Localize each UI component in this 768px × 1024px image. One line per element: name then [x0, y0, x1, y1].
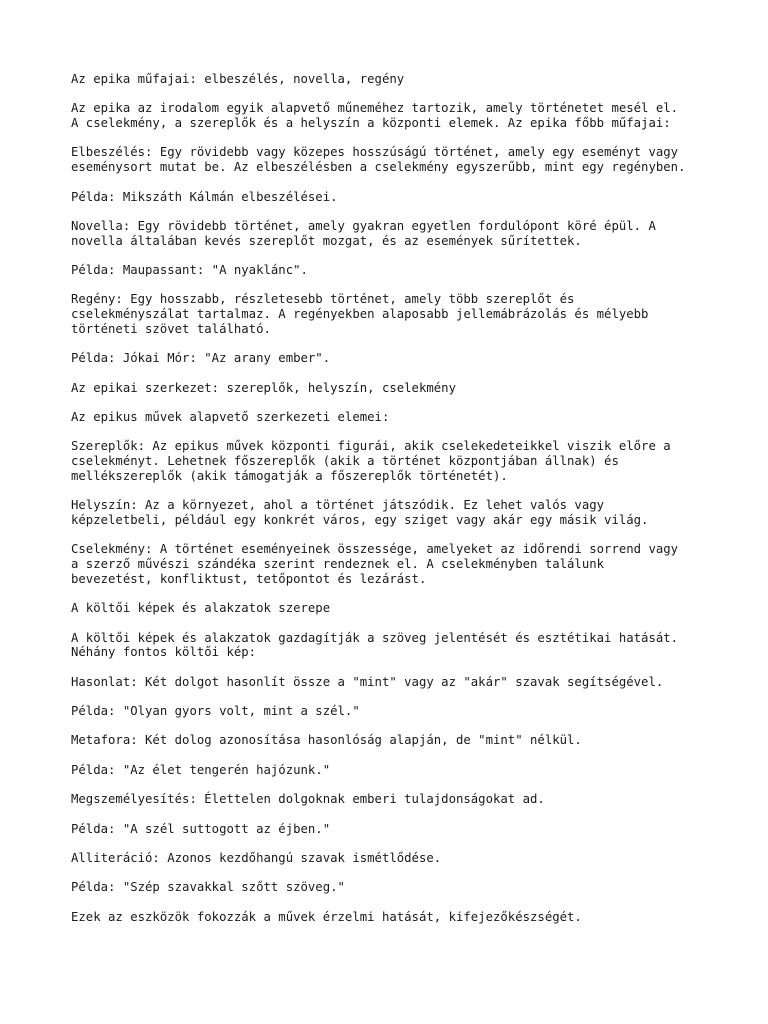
example-line: Példa: "Szép szavakkal szőtt szöveg."	[71, 880, 345, 895]
paragraph: A költői képek és alakzatok gazdagítják a szöveg jelentését és esztétikai hatását. Néhány fontos költői kép:	[71, 630, 679, 660]
section-heading: Az epikai szerkezet: szereplők, helyszín, cselekmény	[71, 380, 456, 395]
section-heading: A költői képek és alakzatok szerepe	[71, 601, 331, 616]
example-line: Példa: "A szél suttogott az éjben."	[71, 821, 331, 836]
document-page	[71, 72, 711, 939]
paragraph: Cselekmény: A történet eseményeinek összessége, amelyeket az időrendi sorrend vagy a szerző művészi szándéka szerint rendeznek el. A cselekményben találunk bevezetést, konfliktust, tetőpontot és lezárást.	[71, 542, 679, 586]
example-line: Példa: Mikszáth Kálmán elbeszélései.	[71, 189, 338, 204]
example-line: Példa: Maupassant: "A nyaklánc".	[71, 263, 308, 278]
paragraph: Elbeszélés: Egy rövidebb vagy közepes hosszúságú történet, amely egy eseményt vagy eseménysort mutat be. Az elbeszélésben a cselekmény egyszerűbb, mint egy regényben.	[71, 145, 686, 175]
example-line: Példa: "Olyan gyors volt, mint a szél."	[71, 703, 360, 718]
paragraph: Ezek az eszközök fokozzák a művek érzelmi hatását, kifejezőkészségét.	[71, 909, 582, 924]
paragraph: Metafora: Két dolog azonosítása hasonlóság alapján, de "mint" nélkül.	[71, 733, 582, 748]
paragraph: Megszemélyesítés: Élettelen dolgoknak emberi tulajdonságokat ad.	[71, 792, 545, 807]
example-line: Példa: "Az élet tengerén hajózunk."	[71, 762, 331, 777]
paragraph: Hasonlat: Két dolgot hasonlít össze a "mint" vagy az "akár" szavak segítségével.	[71, 674, 664, 689]
paragraph: Az epikus művek alapvető szerkezeti elemei:	[71, 410, 390, 425]
paragraph: Novella: Egy rövidebb történet, amely gyakran egyetlen fordulópont köré épül. A novella általában kevés szereplőt mozgat, és az események sűrítettek.	[71, 218, 656, 248]
section-heading: Az epika műfajai: elbeszélés, novella, regény	[71, 72, 405, 86]
paragraph: Helyszín: Az a környezet, ahol a történet játszódik. Ez lehet valós vagy képzeletbeli, például egy konkrét város, egy sziget vagy akár egy másik világ.	[71, 498, 649, 527]
paragraph: Regény: Egy hosszabb, részletesebb történet, amely több szereplőt és cselekményszálat tartalmaz. A regényekben alaposabb jellemábrázolás és mélyebb történeti szövet található.	[71, 292, 649, 336]
example-line: Példa: Jókai Mór: "Az arany ember".	[71, 351, 331, 366]
paragraph: Szereplők: Az epikus művek központi figurái, akik cselekedeteikkel viszik előre a cselekményt. Lehetnek főszereplők (akik a történet központjában állnak) és mellékszereplők (akik támogatják a főszereplők történetét).	[71, 439, 671, 483]
paragraph: Az epika az irodalom egyik alapvető műneméhez tartozik, amely történetet mesél el. A cselekmény, a szereplők és a helyszín a központi elemek. Az epika főbb műfajai:	[71, 101, 679, 131]
paragraph: Alliteráció: Azonos kezdőhangú szavak ismétlődése.	[71, 850, 442, 865]
